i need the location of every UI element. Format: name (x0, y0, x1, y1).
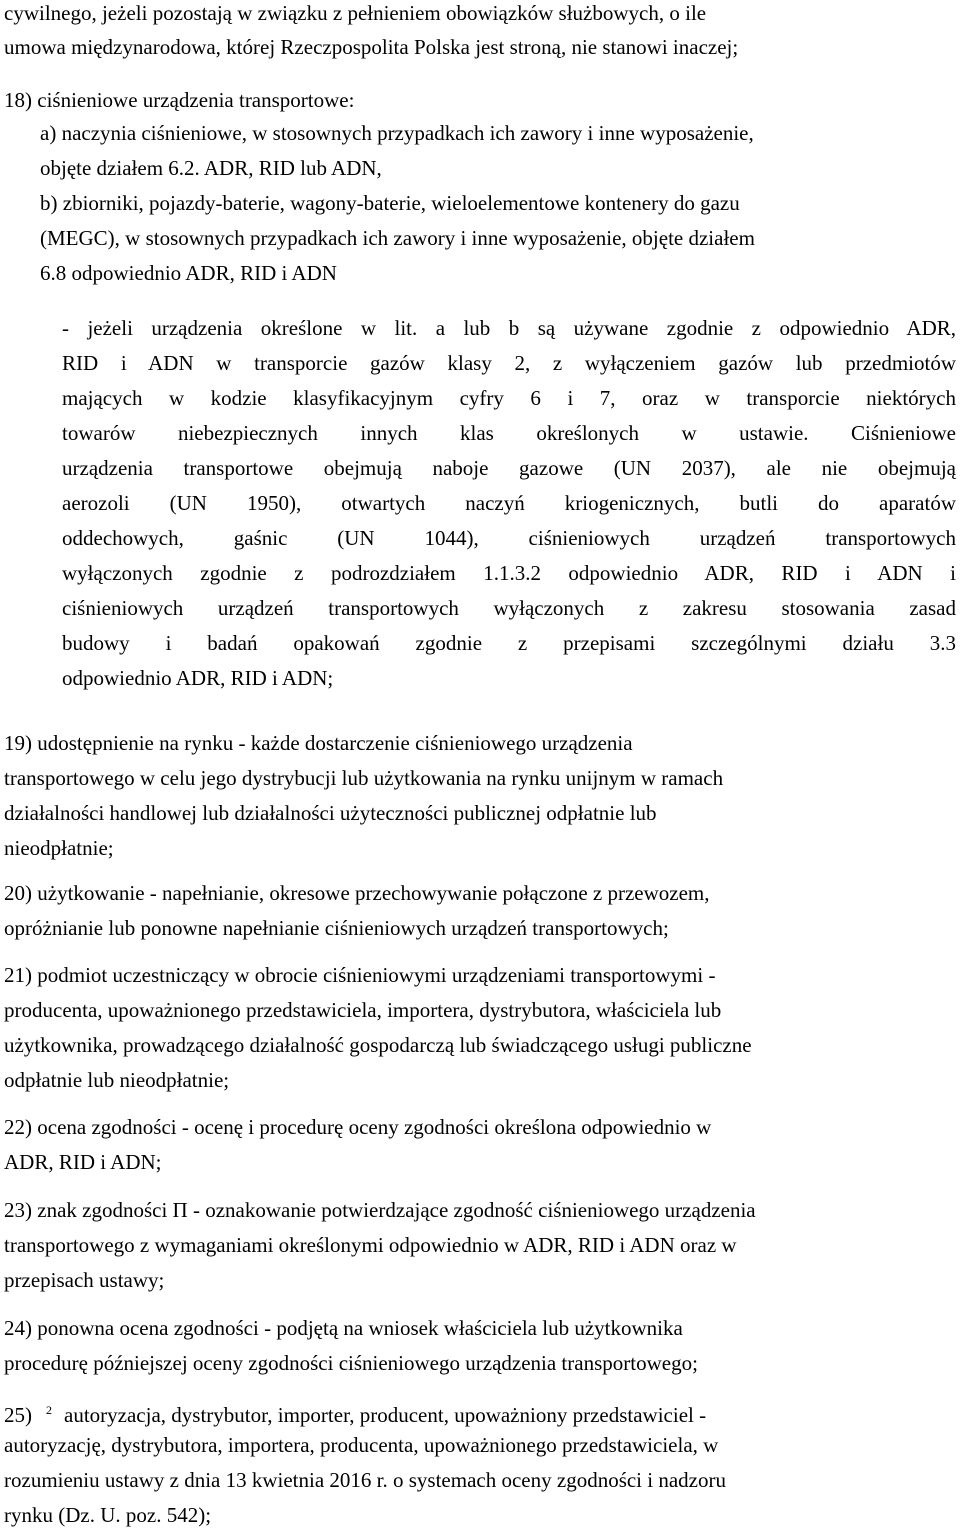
item-19-line: nieodpłatnie; (4, 836, 114, 860)
item-18-tail-line: budowy i badań opakowań zgodnie z przepisami szczególnymi działu 3.3 (62, 631, 956, 655)
item-18-a-line: a) naczynia ciśnieniowe, w stosownych przypadkach ich zawory i inne wyposażenie, (40, 121, 754, 145)
item-18-tail-line: wyłączonych zgodnie z podrozdziałem 1.1.3.2 odpowiednio ADR, RID i ADN i (62, 561, 956, 585)
item-18-tail-line: aerozoli (UN 1950), otwartych naczyń kriogenicznych, butli do aparatów (62, 491, 956, 515)
item-25-line: rynku (Dz. U. poz. 542); (4, 1503, 212, 1527)
item-18-tail-line: - jeżeli urządzenia określone w lit. a lub b są używane zgodnie z odpowiednio ADR, (62, 316, 956, 340)
item-25-line: autoryzację, dystrybutora, importera, producenta, upoważnionego przedstawiciela, w (4, 1433, 719, 1457)
item-20-line: opróżnianie lub ponowne napełnianie ciśnieniowych urządzeń transportowych; (4, 916, 669, 940)
item-18-tail-line: ciśnieniowych urządzeń transportowych wyłączonych z zakresu stosowania zasad (62, 596, 956, 620)
item-18-tail-line: towarów niebezpiecznych innych klas określonych w ustawie. Ciśnieniowe (62, 421, 956, 445)
item-24-line: procedurę późniejszej oceny zgodności ciśnieniowego urządzenia transportowego; (4, 1351, 698, 1375)
item-21-line: użytkownika, prowadzącego działalność gospodarczą lub świadczącego usługi publiczne (4, 1033, 752, 1057)
item-21-line: producenta, upoważnionego przedstawiciela, importera, dystrybutora, właściciela lub (4, 998, 722, 1022)
item-20-line: 20) użytkowanie - napełnianie, okresowe przechowywanie połączone z przewozem, (4, 881, 710, 905)
text-line: cywilnego, jeżeli pozostają w związku z pełnieniem obowiązków służbowych, o ile (4, 1, 707, 25)
item-18-b-line: 6.8 odpowiednio ADR, RID i ADN (40, 261, 337, 285)
item-24-line: 24) ponowna ocena zgodności - podjętą na wniosek właściciela lub użytkownika (4, 1316, 683, 1340)
item-25-number: 25) (4, 1403, 32, 1427)
item-19-line: 19) udostępnienie na rynku - każde dostarczenie ciśnieniowego urządzenia (4, 731, 633, 755)
item-23-line: transportowego z wymaganiami określonymi odpowiednio w ADR, RID i ADN oraz w (4, 1233, 737, 1257)
item-25-line: rozumieniu ustawy z dnia 13 kwietnia 2016 r. o systemach oceny zgodności i nadzoru (4, 1468, 726, 1492)
item-23-line: 23) znak zgodności Π - oznakowanie potwierdzające zgodność ciśnieniowego urządzenia (4, 1198, 756, 1222)
item-18-tail-line: mających w kodzie klasyfikacyjnym cyfry 6 i 7, oraz w transporcie niektórych (62, 386, 956, 410)
item-18-title: 18) ciśnieniowe urządzenia transportowe: (4, 88, 355, 112)
item-23-line: przepisach ustawy; (4, 1268, 165, 1292)
item-18-b-line: (MEGC), w stosownych przypadkach ich zawory i inne wyposażenie, objęte działem (40, 226, 755, 250)
item-18-b-line: b) zbiorniki, pojazdy-baterie, wagony-baterie, wieloelementowe kontenery do gazu (40, 191, 740, 215)
item-21-line: odpłatnie lub nieodpłatnie; (4, 1068, 230, 1092)
item-19-line: transportowego w celu jego dystrybucji lub użytkowania na rynku unijnym w ramach (4, 766, 724, 790)
item-18-a-line: objęte działem 6.2. ADR, RID lub ADN, (40, 156, 382, 180)
item-25-first-line (4, 1397, 707, 1427)
footnote-marker: 2 (46, 1403, 52, 1417)
text-line: umowa międzynarodowa, której Rzeczpospolita Polska jest stroną, nie stanowi inaczej; (4, 35, 739, 59)
item-18-tail-line: odpowiednio ADR, RID i ADN; (62, 666, 334, 690)
item-18-tail-line: urządzenia transportowe obejmują naboje gazowe (UN 2037), ale nie obejmują (62, 456, 956, 480)
item-22-line: 22) ocena zgodności - ocenę i procedurę oceny zgodności określona odpowiednio w (4, 1115, 712, 1139)
item-21-line: 21) podmiot uczestniczący w obrocie ciśnieniowymi urządzeniami transportowymi - (4, 963, 716, 987)
item-18-tail-line: oddechowych, gaśnic (UN 1044), ciśnieniowych urządzeń transportowych (62, 526, 956, 550)
item-22-line: ADR, RID i ADN; (4, 1150, 162, 1174)
item-18-tail-line: RID i ADN w transporcie gazów klasy 2, z wyłączeniem gazów lub przedmiotów (62, 351, 956, 375)
item-19-line: działalności handlowej lub działalności użyteczności publicznej odpłatnie lub (4, 801, 657, 825)
item-25-text: autoryzacja, dystrybutor, importer, producent, upoważniony przedstawiciel - (64, 1403, 707, 1427)
